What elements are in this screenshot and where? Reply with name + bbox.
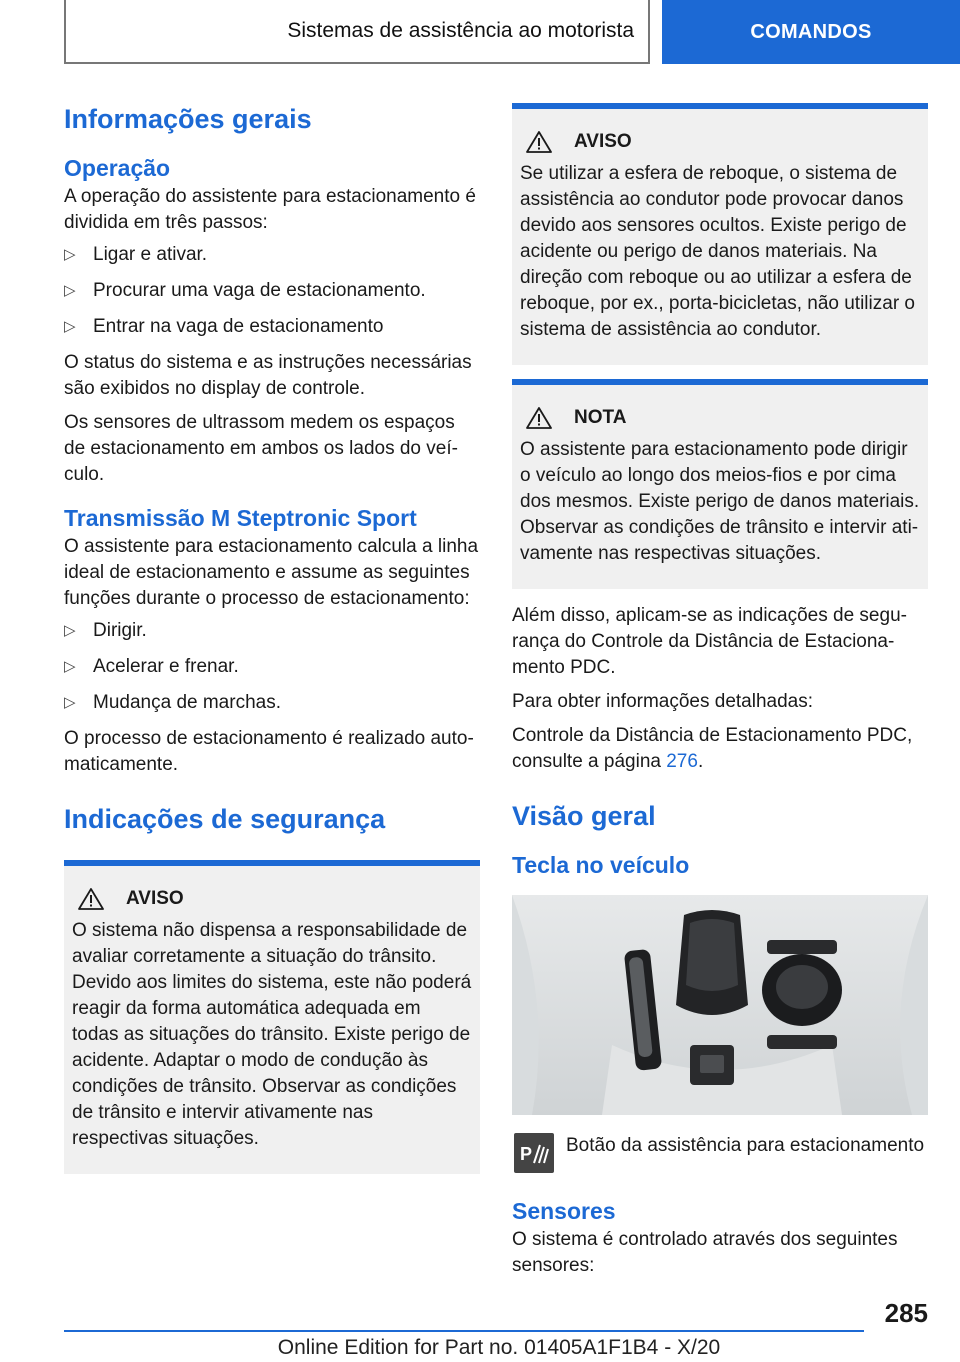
transmission-paragraph: O assistente para estacionamento calcula a linha ideal de estacionamento e assume as seguintes funções durante o processo de estacionamento: <box>64 536 479 609</box>
heading-general-info: Informações gerais <box>64 104 312 134</box>
warning-triangle-icon <box>526 407 552 429</box>
heading-safety: Indicações de segurança <box>64 804 386 834</box>
triangle-bullet-icon: ▷ <box>64 658 76 675</box>
heading-overview: Visão geral <box>512 801 656 831</box>
warning-box <box>64 860 480 1174</box>
parking-assistant-button-icon <box>514 1133 554 1173</box>
warning-title: AVISO <box>574 131 632 152</box>
list-item: ▷ Mudança de marchas. <box>64 690 480 716</box>
warning-text: O sistema não dispensa a responsabilidade de avaliar corretamente a situação do trânsito. Devido aos limites do sistema, este não poderá reagir da forma automática adequada em todas as situações do trânsito. Existe perigo de acidente. Adaptar o modo de condução às condições de trânsito. Observar as condições de trânsito e intervir ativamente nas respectivas situações. <box>72 920 472 1149</box>
edition-footer: Online Edition for Part no. 01405A1F1B4 - X/20 <box>277 1336 721 1359</box>
legend-row <box>512 1133 928 1173</box>
warning-box <box>512 103 928 365</box>
svg-text:P: P <box>520 1144 533 1164</box>
chapter-tab[interactable] <box>662 0 960 64</box>
triangle-bullet-icon: ▷ <box>64 282 76 299</box>
triangle-bullet-icon: ▷ <box>64 246 76 263</box>
page-link[interactable]: 276 <box>666 751 698 772</box>
heading-button-in-vehicle: Tecla no veículo <box>512 852 690 878</box>
sensors-paragraph: Os sensores de ultrassom medem os espaços de estacionamento em ambos os lados do veículo. <box>64 412 458 485</box>
note-text: O assistente para estacionamento pode dirigir o veículo ao longo dos meios-fios e por cima dos mesmos. Existe perigo de danos materiais. Observar as condições de trânsito e intervir ativamente nas respectivas situações. <box>520 439 920 564</box>
footer-divider <box>64 1330 864 1332</box>
list-item: ▷ Dirigir. <box>64 618 480 644</box>
note-box <box>512 379 928 589</box>
steps-list <box>64 242 480 340</box>
list-item: ▷ Acelerar e frenar. <box>64 654 480 680</box>
heading-operation: Operação <box>64 155 171 181</box>
section-title: Sistemas de assistência ao motorista <box>287 19 634 42</box>
warning-title: AVISO <box>126 888 184 909</box>
status-paragraph: O status do sistema e as instruções necessárias são exibidos no display de controle. <box>64 352 472 399</box>
list-item: ▷ Entrar na vaga de estacionamento <box>64 314 480 340</box>
auto-paragraph: O processo de estacionamento é realizado automaticamente. <box>64 728 474 775</box>
warning-triangle-icon <box>78 888 104 910</box>
chapter-label: COMANDOS <box>750 20 872 43</box>
heading-transmission: Transmissão M Steptronic Sport <box>64 505 417 531</box>
triangle-bullet-icon: ▷ <box>64 318 76 335</box>
more-info-paragraph: Para obter informações detalhadas: <box>512 691 814 712</box>
reference-paragraph: Controle da Distância de Estacionamento PDC, consulte a página 276. <box>512 725 913 772</box>
list-item: ▷ Ligar e ativar. <box>64 242 480 268</box>
center-console-photo <box>512 895 928 1115</box>
right-column <box>512 103 928 1279</box>
header-section-title <box>64 0 650 64</box>
warning-triangle-icon <box>526 131 552 153</box>
left-column <box>64 100 480 1174</box>
functions-list <box>64 618 480 716</box>
legend-text: Botão da assistência para estacionamento <box>566 1135 925 1156</box>
operation-paragraph: A operação do assistente para estacionamento é dividida em três passos: <box>64 186 476 233</box>
heading-sensors: Sensores <box>512 1198 616 1224</box>
pdc-paragraph: Além disso, aplicam-se as indicações de segurança do Controle da Distância de Estacionamento PDC. <box>512 605 907 678</box>
triangle-bullet-icon: ▷ <box>64 622 76 639</box>
warning-text: Se utilizar a esfera de reboque, o sistema de assistência ao condutor pode provocar danos devido aos sensores ocultos. Existe perigo de acidente ou perigo de danos materiais. Na direção com reboque ou ao utilizar a esfera de reboque, por ex., porta-bicicletas, não utilizar o sistema de assistência ao condutor. <box>520 163 915 340</box>
triangle-bullet-icon: ▷ <box>64 694 76 711</box>
sensors-intro-paragraph: O sistema é controlado através dos seguintes sensores: <box>512 1229 898 1276</box>
note-title: NOTA <box>574 407 627 428</box>
page-number: 285 <box>884 1298 928 1328</box>
list-item: ▷ Procurar uma vaga de estacionamento. <box>64 278 480 304</box>
